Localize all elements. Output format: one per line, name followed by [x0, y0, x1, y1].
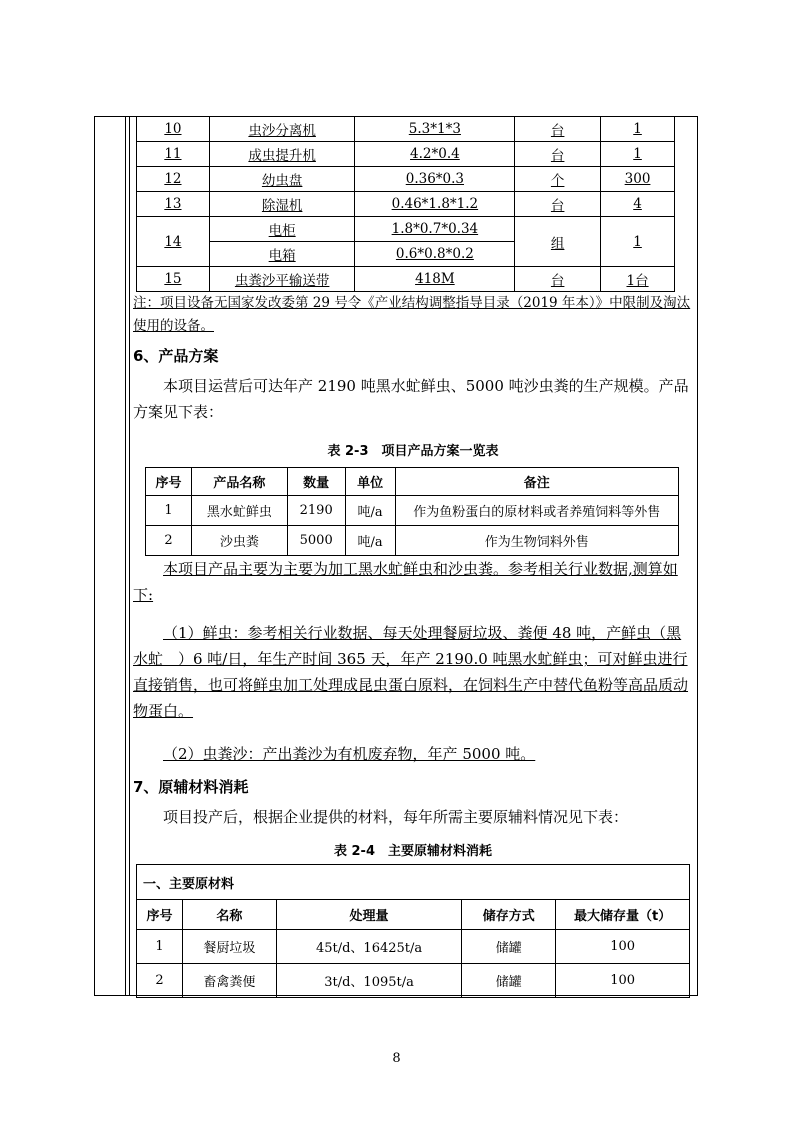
table-section-row: 一、主要原材料: [137, 865, 690, 900]
table-row: 12 幼虫盘 0.36*0.3 个 300: [137, 167, 675, 192]
page-number: 8: [392, 1051, 401, 1066]
equipment-table: [136, 116, 675, 292]
table-row: 电箱 0.6*0.8*0.2: [137, 242, 675, 267]
table-header-row: 序号 产品名称 数量 单位 备注: [146, 468, 679, 496]
product-table: [145, 467, 679, 556]
frame-divider-inner: [129, 116, 130, 996]
material-table: [136, 864, 690, 998]
table-row: 10 虫沙分离机 5.3*1*3 台 1: [137, 117, 675, 142]
equipment-note: 注：项目设备无国家发改委第 29 号令《产业结构调整指导目录（2019 年本）》中限制及淘汰使用的设备。: [133, 295, 691, 334]
table-row: 13 除湿机 0.46*1.8*1.2 台 4: [137, 192, 675, 217]
section-6-intro: 本项目运营后可达年产 2190 吨黑水虻鲜虫、5000 吨沙虫粪的生产规模。产品方案见下表：: [133, 377, 689, 421]
product-paragraph-1: 本项目产品主要为主要为加工黑水虻鲜虫和沙虫粪。参考相关行业数据,测算如下:: [133, 560, 678, 604]
table-row: 1 餐厨垃圾 45t/d、16425t/a 储罐 100: [137, 930, 690, 964]
table-row: 2 沙虫粪 5000 吨/a 作为生物饲料外售: [146, 526, 679, 556]
section-6-heading: 6、产品方案: [133, 347, 219, 365]
table-row: 11 成虫提升机 4.2*0.4 台 1: [137, 142, 675, 167]
table-header-row: 序号 名称 处理量 储存方式 最大储存量（t）: [137, 900, 690, 930]
table-row: 1 黑水虻鲜虫 2190 吨/a 作为鱼粉蛋白的原材料或者养殖饲料等外售: [146, 496, 679, 526]
product-table-caption: 表 2-3 项目产品方案一览表: [327, 444, 499, 459]
section-7-intro: 项目投产后，根据企业提供的材料，每年所需主要原辅料情况见下表：: [163, 808, 629, 826]
product-paragraph-2: （1）鲜虫：参考相关行业数据、每天处理餐厨垃圾、粪便 48 吨，产鲜虫（黑水虻 ）6 吨/日，年生产时间 365 天，年产 2190.0 吨黑水虻鲜虫；可对鲜虫进行直接销售，也可将鲜虫加工处理成昆虫蛋白原料，在饲料生产中替代鱼粉等高品质动物蛋白。: [133, 624, 689, 720]
product-paragraph-3: （2）虫粪沙：产出粪沙为有机废弃物，年产 5000 吨。: [163, 745, 536, 763]
table-row: 15 虫粪沙平输送带 418M 台 1台: [137, 267, 675, 292]
frame-divider: [125, 116, 126, 996]
table-row: 2 畜禽粪便 3t/d、1095t/a 储罐 100: [137, 964, 690, 998]
section-7-heading: 7、原辅材料消耗: [133, 778, 249, 796]
material-table-caption: 表 2-4 主要原辅材料消耗: [333, 844, 492, 859]
table-row: 14 电柜 1.8*0.7*0.34 组 1: [137, 217, 675, 242]
